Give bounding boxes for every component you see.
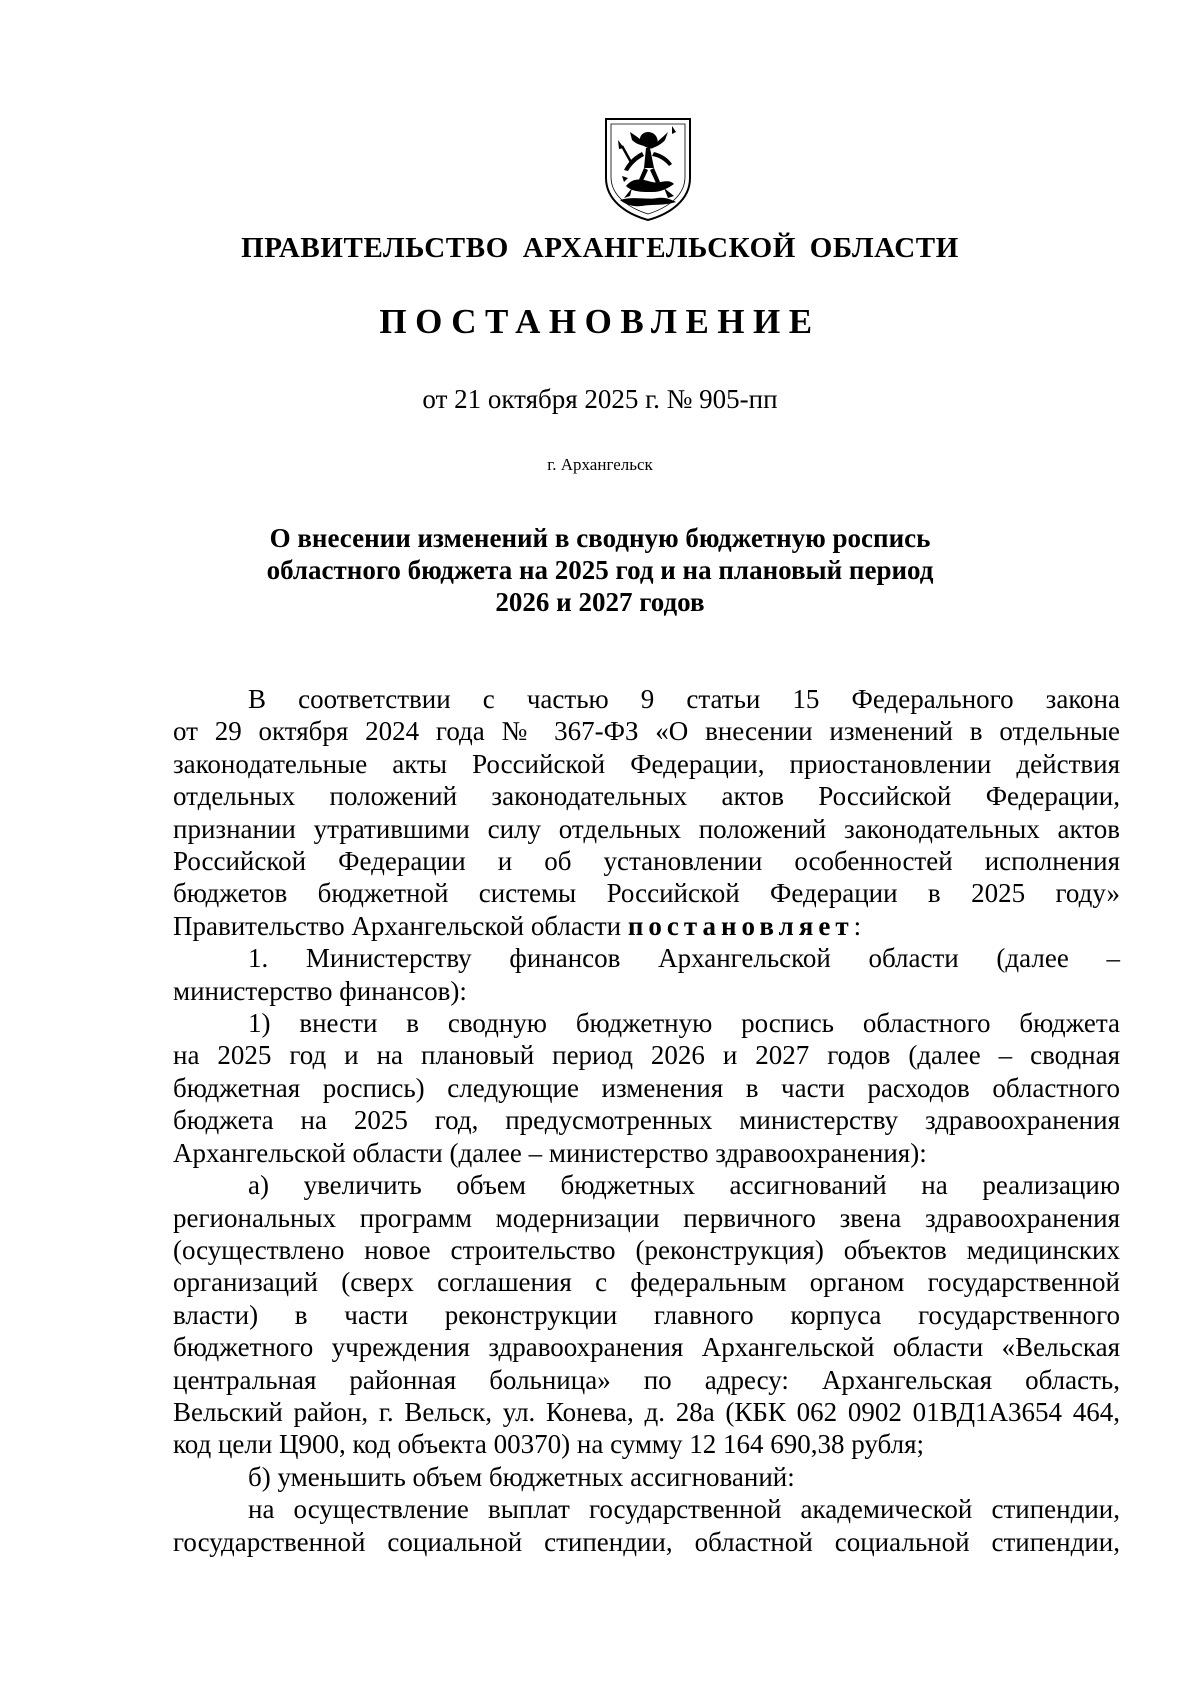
city-name: г. Архангельск [547,455,653,474]
body-line: центральная районная больница» по адресу: Архангельская область, [173,1364,1120,1395]
body-line: бюджетного учреждения здравоохранения Архангельской области «Вельская [173,1332,1120,1363]
body-line: на осуществление выплат государственной академической стипендии, [248,1494,1120,1525]
body-line: бюджетная роспись) следующие изменения в части расходов областного [173,1072,1120,1103]
body-text-segment: Правительство Архангельской области [173,910,628,941]
document-subject [0,522,1200,618]
body-text-segment: : [853,910,862,941]
body-line: признании утратившими силу отдельных положений законодательных актов [173,813,1120,844]
body-line: бюджета на 2025 год, предусмотренных министерству здравоохранения [173,1105,1120,1136]
body-line: 1) внести в сводную бюджетную роспись областного бюджета [248,1008,1120,1039]
document-type-title: ПОСТАНОВЛЕНИЕ [379,302,821,341]
body-line: а) увеличить объем бюджетных ассигнований на реализацию [248,1170,1120,1201]
subject-line: О внесении изменений в сводную бюджетную роспись [269,523,931,553]
body-line: Российской Федерации и об установлении особенностей исполнения [173,846,1120,877]
body-line: власти) в части реконструкции главного корпуса государственного [173,1299,1120,1330]
body-line: организаций (сверх соглашения с федеральным органом государственной [173,1267,1120,1298]
coat-of-arms-icon [602,116,694,222]
body-line: код цели Ц900, код объекта 00370) на сумму 12 164 690,38 рубля; [173,1429,925,1460]
body-line: б) уменьшить объем бюджетных ассигнований: [248,1461,795,1492]
body-line: Вельский район, г. Вельск, ул. Конева, д. 28а (КБК 062 0902 01ВД1А3654 464, [173,1396,1120,1427]
body-line: В соответствии с частью 9 статьи 15 Федерального закона [248,684,1120,714]
body-line: (осуществлено новое строительство (реконструкция) объектов медицинских [173,1234,1120,1265]
body-line: государственной социальной стипендии, областной социальной стипендии, [173,1526,1120,1557]
body-line: бюджетов бюджетной системы Российской Федерации в 2025 году» [173,878,1120,909]
body-line: от 29 октября 2024 года № 367-ФЗ «О внесении изменений в отдельные [173,716,1120,747]
decree-keyword: постановляет [627,910,854,941]
organization-title: ПРАВИТЕЛЬСТВО АРХАНГЕЛЬСКОЙ ОБЛАСТИ [241,232,959,264]
body-line: министерство финансов): [173,975,467,1006]
body-line [173,910,1120,942]
body-line: законодательные акты Российской Федерации, приостановлении действия [173,748,1120,779]
body-line: 1. Министерству финансов Архангельской области (далее – [248,943,1120,974]
body-line: отдельных положений законодательных актов Российской Федерации, [173,781,1120,812]
body-line: региональных программ модернизации первичного звена здравоохранения [173,1202,1120,1233]
body-line: на 2025 год и на плановый период 2026 и 2027 годов (далее – сводная [173,1040,1120,1071]
subject-line: 2026 и 2027 годов [495,587,705,617]
document-body [173,683,1120,1558]
document-date-number: от 21 октября 2025 г. № 905-пп [422,384,778,414]
body-line: Архангельской области (далее – министерство здравоохранения): [173,1137,927,1168]
subject-line: областного бюджета на 2025 год и на плановый период [266,555,934,585]
